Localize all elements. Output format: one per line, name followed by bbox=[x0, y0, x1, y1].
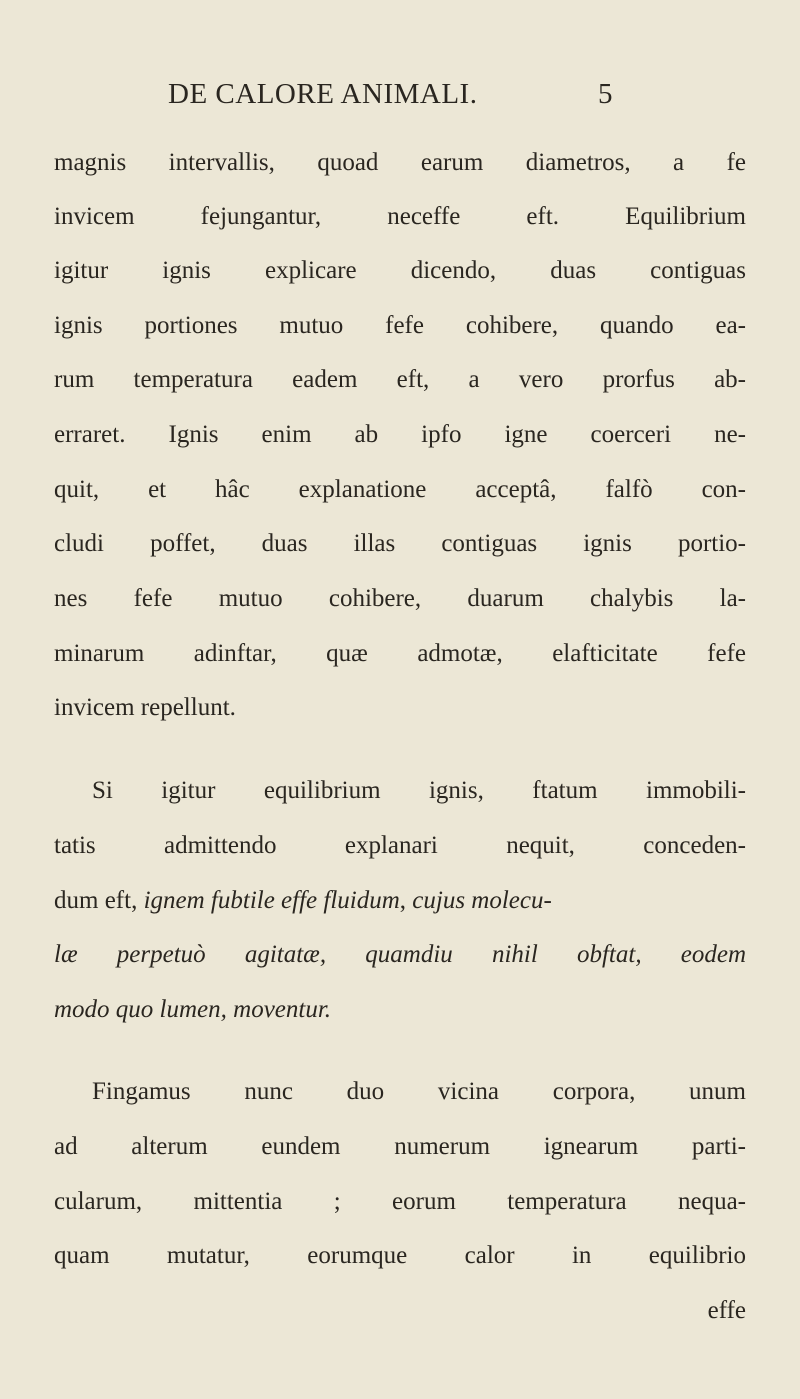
text-line: invicem fejungantur, neceffe eft. Equilibrium bbox=[54, 203, 746, 230]
text-line: nes fefe mutuo cohibere, duarum chalybis la- bbox=[54, 585, 746, 612]
text-line: magnis intervallis, quoad earum diametros, a fe bbox=[54, 149, 746, 176]
text-line: quit, et hâc explanatione acceptâ, falfò con- bbox=[54, 476, 746, 503]
text-line: minarum adinftar, quæ admotæ, elafticitate fefe bbox=[54, 640, 746, 667]
running-header bbox=[0, 78, 800, 118]
text-line: cludi poffet, duas illas contiguas ignis portio- bbox=[54, 530, 746, 557]
text-line: cularum, mittentia ; eorum temperatura nequa- bbox=[54, 1188, 746, 1215]
italic-text-line: modo quo lumen, moventur. bbox=[54, 996, 332, 1023]
text-line: quam mutatur, eorumque calor in equilibrio bbox=[54, 1242, 746, 1269]
text-line: Si igitur equilibrium ignis, ftatum immobili- bbox=[92, 777, 746, 804]
text-line: erraret. Ignis enim ab ipfo igne coerceri ne- bbox=[54, 421, 746, 448]
text-line: rum temperatura eadem eft, a vero prorfus ab- bbox=[54, 366, 746, 393]
text-line-mixed bbox=[54, 884, 746, 918]
text-line: igitur ignis explicare dicendo, duas contiguas bbox=[54, 257, 746, 284]
text-line: ad alterum eundem numerum ignearum parti- bbox=[54, 1133, 746, 1160]
plain-text: , bbox=[399, 887, 413, 914]
text-line: ignis portiones mutuo fefe cohibere, quando ea- bbox=[54, 312, 746, 339]
italic-text: ignem fubtile effe fluidum bbox=[143, 887, 400, 914]
plain-text: dum eft, bbox=[54, 887, 144, 914]
text-line: tatis admittendo explanari nequit, conceden- bbox=[54, 832, 746, 859]
running-title: DE CALORE ANIMALI. bbox=[168, 78, 478, 110]
text-line: Fingamus nunc duo vicina corpora, unum bbox=[92, 1078, 746, 1105]
italic-text: cujus molecu- bbox=[412, 887, 552, 914]
italic-text-line: læ perpetuò agitatæ, quamdiu nihil obftat, eodem bbox=[54, 941, 746, 968]
catchword: effe bbox=[707, 1297, 746, 1324]
page-number: 5 bbox=[598, 78, 613, 110]
text-line: invicem repellunt. bbox=[54, 694, 236, 721]
